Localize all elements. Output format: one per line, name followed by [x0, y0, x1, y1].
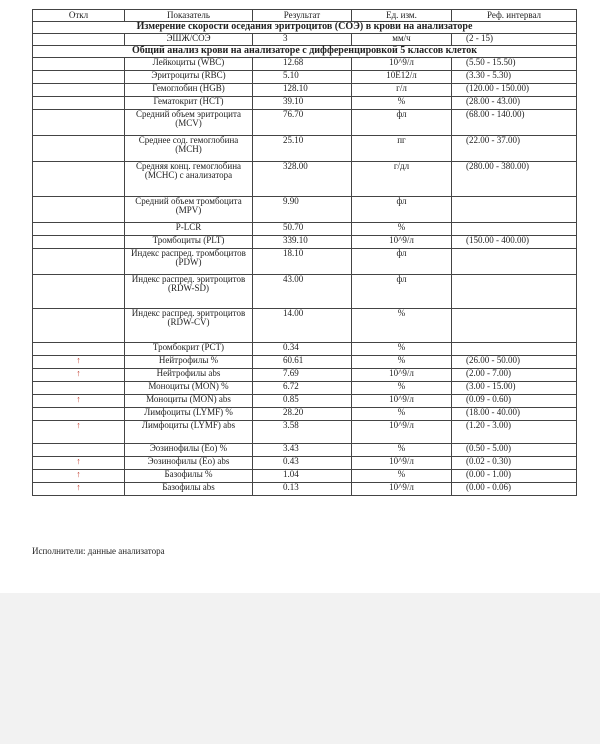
reference-cell: (1.20 - 3.00) — [452, 421, 577, 444]
result-cell: 328.00 — [253, 162, 352, 197]
deviation-cell — [33, 408, 125, 421]
indicator-cell: Гемоглобин (HGB) — [125, 84, 253, 97]
table-row — [33, 84, 577, 97]
result-cell: 128.10 — [253, 84, 352, 97]
deviation-cell — [33, 249, 125, 275]
section-esr-title-row — [33, 22, 577, 34]
reference-cell — [452, 343, 577, 356]
unit-cell: % — [352, 356, 452, 369]
table-row — [33, 395, 577, 408]
indicator-cell: Лимфоциты (LYMF) % — [125, 408, 253, 421]
result-cell: 3 — [253, 34, 352, 46]
reference-cell: (0.00 - 1.00) — [452, 470, 577, 483]
indicator-cell: Эритроциты (RBC) — [125, 71, 253, 84]
table-row — [33, 483, 577, 496]
unit-cell: пг — [352, 136, 452, 162]
reference-cell: (3.00 - 15.00) — [452, 382, 577, 395]
indicator-cell: Гематокрит (HCT) — [125, 97, 253, 110]
reference-cell: (5.50 - 15.50) — [452, 58, 577, 71]
table-row — [33, 343, 577, 356]
table-row — [33, 236, 577, 249]
deviation-cell — [33, 197, 125, 223]
result-cell: 3.58 — [253, 421, 352, 444]
deviation-cell — [33, 97, 125, 110]
result-cell: 5.10 — [253, 71, 352, 84]
result-cell: 339.10 — [253, 236, 352, 249]
indicator-cell: Индекс распред. эритроцитов (RDW-SD) — [125, 275, 253, 309]
table-row — [33, 110, 577, 136]
unit-cell: % — [352, 97, 452, 110]
table-row — [33, 470, 577, 483]
deviation-cell — [33, 343, 125, 356]
deviation-cell — [33, 382, 125, 395]
header-reference: Реф. интервал — [452, 10, 577, 22]
indicator-cell: Лимфоциты (LYMF) abs — [125, 421, 253, 444]
deviation-cell: ↑ — [33, 395, 125, 408]
section-cbc-title: Общий анализ крови на анализаторе с дифференцировкой 5 классов клеток — [33, 46, 577, 58]
table-row — [33, 369, 577, 382]
result-cell: 0.34 — [253, 343, 352, 356]
indicator-cell: ЭШЖ/СОЭ — [125, 34, 253, 46]
indicator-cell: Моноциты (MON) abs — [125, 395, 253, 408]
indicator-cell: Средний объем тромбоцита (MPV) — [125, 197, 253, 223]
reference-cell: (3.30 - 5.30) — [452, 71, 577, 84]
table-row — [33, 457, 577, 470]
deviation-cell — [33, 84, 125, 97]
table-row — [33, 444, 577, 457]
unit-cell: % — [352, 382, 452, 395]
indicator-cell: Лейкоциты (WBC) — [125, 58, 253, 71]
unit-cell: г/дл — [352, 162, 452, 197]
indicator-cell: Эозинофилы (Eo) % — [125, 444, 253, 457]
result-cell: 1.04 — [253, 470, 352, 483]
indicator-cell: Моноциты (MON) % — [125, 382, 253, 395]
result-cell: 14.00 — [253, 309, 352, 343]
unit-cell: г/л — [352, 84, 452, 97]
indicator-cell: Тромбоциты (PLT) — [125, 236, 253, 249]
table-row — [33, 249, 577, 275]
indicator-cell: Среднее сод. гемоглобина (MCH) — [125, 136, 253, 162]
section-esr-title: Измерение скорости оседания эритроцитов (СОЭ) в крови на анализаторе — [33, 22, 577, 34]
indicator-cell: P-LCR — [125, 223, 253, 236]
table-row — [33, 356, 577, 369]
unit-cell: % — [352, 343, 452, 356]
reference-cell — [452, 249, 577, 275]
reference-cell: (150.00 - 400.00) — [452, 236, 577, 249]
indicator-cell: Нейтрофилы abs — [125, 369, 253, 382]
deviation-cell — [33, 136, 125, 162]
unit-cell: 10^9/л — [352, 395, 452, 408]
indicator-cell: Базофилы abs — [125, 483, 253, 496]
table-row — [33, 408, 577, 421]
reference-cell: (0.02 - 0.30) — [452, 457, 577, 470]
performer-note: Исполнители: данные анализатора — [32, 546, 165, 556]
indicator-cell: Эозинофилы (Eo) abs — [125, 457, 253, 470]
deviation-cell — [33, 309, 125, 343]
table-header-row — [33, 10, 577, 22]
deviation-cell — [33, 162, 125, 197]
indicator-cell: Средний объем эритроцита (MCV) — [125, 110, 253, 136]
unit-cell: 10^9/л — [352, 236, 452, 249]
reference-cell: (2 - 15) — [452, 34, 577, 46]
indicator-cell: Средняя конц. гемоглобина (MCHC) с анализатора — [125, 162, 253, 197]
reference-cell: (22.00 - 37.00) — [452, 136, 577, 162]
deviation-cell: ↑ — [33, 369, 125, 382]
table-row — [33, 136, 577, 162]
deviation-cell: ↑ — [33, 470, 125, 483]
unit-cell: 10^9/л — [352, 421, 452, 444]
result-cell: 50.70 — [253, 223, 352, 236]
deviation-cell: ↑ — [33, 356, 125, 369]
unit-cell: % — [352, 309, 452, 343]
header-deviation: Откл — [33, 10, 125, 22]
unit-cell: % — [352, 444, 452, 457]
result-cell: 6.72 — [253, 382, 352, 395]
indicator-cell: Нейтрофилы % — [125, 356, 253, 369]
unit-cell: 10^9/л — [352, 369, 452, 382]
table-row — [33, 421, 577, 444]
result-cell: 0.43 — [253, 457, 352, 470]
deviation-cell: ↑ — [33, 483, 125, 496]
deviation-cell — [33, 71, 125, 84]
result-cell: 18.10 — [253, 249, 352, 275]
reference-cell — [452, 309, 577, 343]
result-cell: 0.85 — [253, 395, 352, 408]
unit-cell: 10E12/л — [352, 71, 452, 84]
indicator-cell: Индекс распред. тромбоцитов (PDW) — [125, 249, 253, 275]
unit-cell: фл — [352, 249, 452, 275]
result-cell: 43.00 — [253, 275, 352, 309]
result-cell: 7.69 — [253, 369, 352, 382]
unit-cell: % — [352, 223, 452, 236]
reference-cell — [452, 197, 577, 223]
reference-cell: (0.09 - 0.60) — [452, 395, 577, 408]
reference-cell: (0.50 - 5.00) — [452, 444, 577, 457]
deviation-cell: ↑ — [33, 457, 125, 470]
header-indicator: Показатель — [125, 10, 253, 22]
table-row — [33, 275, 577, 309]
deviation-cell — [33, 444, 125, 457]
table-row — [33, 223, 577, 236]
reference-cell: (2.00 - 7.00) — [452, 369, 577, 382]
reference-cell: (120.00 - 150.00) — [452, 84, 577, 97]
indicator-cell: Индекс распред. эритроцитов (RDW-CV) — [125, 309, 253, 343]
indicator-cell: Базофилы % — [125, 470, 253, 483]
unit-cell: % — [352, 470, 452, 483]
result-cell: 39.10 — [253, 97, 352, 110]
indicator-cell: Тромбокрит (PCT) — [125, 343, 253, 356]
deviation-cell — [33, 110, 125, 136]
unit-cell: 10^9/л — [352, 483, 452, 496]
deviation-cell — [33, 34, 125, 46]
header-result: Результат — [253, 10, 352, 22]
unit-cell: 10^9/л — [352, 58, 452, 71]
table-row — [33, 382, 577, 395]
deviation-cell — [33, 236, 125, 249]
header-unit: Ед. изм. — [352, 10, 452, 22]
table-row — [33, 197, 577, 223]
lab-results-table — [32, 9, 577, 496]
table-row — [33, 34, 577, 46]
deviation-cell — [33, 58, 125, 71]
result-cell: 76.70 — [253, 110, 352, 136]
deviation-cell — [33, 275, 125, 309]
result-cell: 9.90 — [253, 197, 352, 223]
reference-cell: (26.00 - 50.00) — [452, 356, 577, 369]
reference-cell: (28.00 - 43.00) — [452, 97, 577, 110]
result-cell: 3.43 — [253, 444, 352, 457]
reference-cell: (68.00 - 140.00) — [452, 110, 577, 136]
result-cell: 28.20 — [253, 408, 352, 421]
unit-cell: % — [352, 408, 452, 421]
table-row — [33, 97, 577, 110]
result-cell: 25.10 — [253, 136, 352, 162]
table-row — [33, 309, 577, 343]
table-row — [33, 162, 577, 197]
result-cell: 0.13 — [253, 483, 352, 496]
deviation-cell: ↑ — [33, 421, 125, 444]
reference-cell — [452, 223, 577, 236]
result-cell: 60.61 — [253, 356, 352, 369]
reference-cell — [452, 275, 577, 309]
result-cell: 12.68 — [253, 58, 352, 71]
reference-cell: (18.00 - 40.00) — [452, 408, 577, 421]
unit-cell: фл — [352, 197, 452, 223]
unit-cell: фл — [352, 110, 452, 136]
table-row — [33, 58, 577, 71]
reference-cell: (280.00 - 380.00) — [452, 162, 577, 197]
reference-cell: (0.00 - 0.06) — [452, 483, 577, 496]
unit-cell: фл — [352, 275, 452, 309]
unit-cell: 10^9/л — [352, 457, 452, 470]
deviation-cell — [33, 223, 125, 236]
table-row — [33, 71, 577, 84]
section-cbc-title-row — [33, 46, 577, 58]
unit-cell: мм/ч — [352, 34, 452, 46]
